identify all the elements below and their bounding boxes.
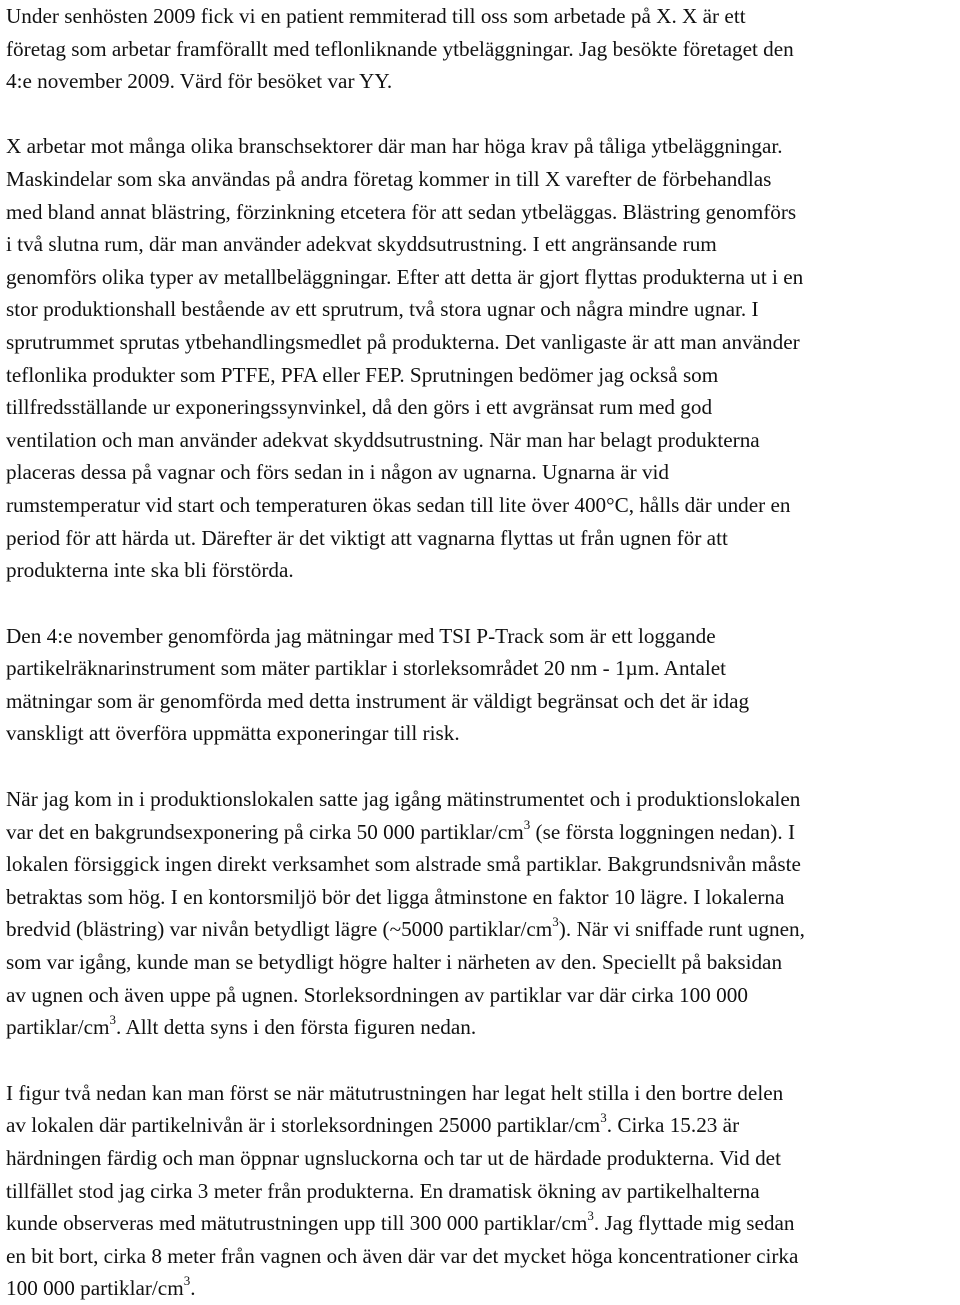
text-fragment: . Cirka 15.23 är bbox=[606, 1113, 740, 1138]
text-line: som var igång, kunde man se betydligt högre halter i närheten av den. Speciellt på baksidan bbox=[6, 950, 783, 975]
text-line: stor produktionshall bestående av ett sprutrum, två stora ugnar och några mindre ugnar. I bbox=[6, 297, 759, 322]
superscript-exponent: 3 bbox=[109, 1012, 117, 1028]
text-line bbox=[6, 1272, 958, 1305]
text-fragment: . bbox=[190, 1276, 196, 1301]
text-line bbox=[6, 816, 958, 849]
text-line: en bit bort, cirka 8 meter från vagnen och även där var det mycket höga koncentrationer cirka bbox=[6, 1243, 799, 1268]
paragraph-measurement-method bbox=[6, 620, 958, 750]
text-line: 4:e november 2009. Värd för besöket var YY. bbox=[6, 69, 393, 94]
text-line: Den 4:e november genomförda jag mätningar med TSI P-Track som är ett loggande bbox=[6, 623, 716, 648]
text-line: härdningen färdig och man öppnar ugnsluckorna och tar ut de härdade produkterna. Vid det bbox=[6, 1146, 781, 1170]
text-line: period för att härda ut. Därefter är det viktigt att vagnarna flyttas ut från ugnen för att bbox=[6, 525, 728, 550]
text-line: av ugnen och även uppe på ugnen. Storleksordningen av partiklar var där cirka 100 000 bbox=[6, 982, 748, 1007]
text-line: produkterna inte ska bli förstörda. bbox=[6, 558, 294, 583]
text-line: sprutrummet sprutas ytbehandlingsmedlet på produkterna. Det vanligaste är att man använder bbox=[6, 329, 800, 354]
text-line: Maskindelar som ska användas på andra företag kommer in till X varefter de förbehandlas bbox=[6, 166, 772, 191]
paragraph-spacer bbox=[6, 587, 958, 620]
text-line: I figur två nedan kan man först se när mätutrustningen har legat helt stilla i den bortre delen bbox=[6, 1080, 784, 1105]
superscript-exponent: 3 bbox=[523, 816, 531, 832]
text-fragment: . Jag flyttade mig sedan bbox=[593, 1211, 795, 1236]
text-line: lokalen försiggick ingen direkt verksamhet som alstrade små partiklar. Bakgrundsnivån måste bbox=[6, 852, 801, 877]
text-fragment: (se första loggningen nedan). I bbox=[530, 819, 796, 844]
text-line bbox=[6, 1207, 958, 1240]
superscript-exponent: 3 bbox=[600, 1110, 607, 1126]
superscript-exponent: 3 bbox=[587, 1208, 594, 1224]
text-fragment: partiklar/cm bbox=[6, 1015, 110, 1040]
text-line: med bland annat blästring, förzinkning etcetera för att sedan ytbeläggas. Blästring genomförs bbox=[6, 199, 797, 224]
paragraph-spacer bbox=[6, 750, 958, 783]
text-fragment: ). När vi sniffade runt ugnen, bbox=[558, 917, 805, 942]
text-line: rumstemperatur vid start och temperaturen ökas sedan till lite över 400°C, hålls där under en bbox=[6, 492, 791, 517]
text-line: tillfredsställande ur exponeringssynvinkel, då den görs i ett avgränsat rum med god bbox=[6, 395, 713, 420]
paragraph-spacer bbox=[6, 98, 958, 131]
text-line: X arbetar mot många olika branschsektorer där man har höga krav på tåliga ytbeläggningar. bbox=[6, 134, 783, 159]
text-line: ventilation och man använder adekvat skyddsutrustning. När man har belagt produkterna bbox=[6, 427, 760, 452]
paragraph-company-description bbox=[6, 130, 958, 586]
text-line: genomförs olika typer av metallbeläggningar. Efter att detta är gjort flyttas produkterna ut i en bbox=[6, 264, 804, 289]
text-line: partikelräknarinstrument som mäter partiklar i storleksområdet 20 nm - 1µm. Antalet bbox=[6, 656, 727, 681]
paragraph-spacer bbox=[6, 1044, 958, 1077]
text-line: placeras dessa på vagnar och förs sedan in i någon av ugnarna. Ugnarna är vid bbox=[6, 460, 670, 485]
text-fragment: bredvid (blästring) var nivån betydligt lägre (~5000 partiklar/cm bbox=[6, 917, 553, 942]
text-line: betraktas som hög. I en kontorsmiljö bör det ligga åtminstone en faktor 10 lägre. I lokalerna bbox=[6, 884, 785, 909]
text-fragment: kunde observeras med mätutrustningen upp till 300 000 partiklar/cm bbox=[6, 1211, 588, 1236]
paragraph-background-exposure bbox=[6, 783, 958, 1044]
text-line bbox=[6, 1109, 958, 1142]
text-line bbox=[6, 913, 958, 946]
text-fragment: . Allt detta syns i den första figuren nedan. bbox=[116, 1015, 477, 1040]
text-line: i två slutna rum, där man använder adekvat skyddsutrustning. I ett angränsande rum bbox=[6, 232, 717, 257]
text-line: mätningar som är genomförda med detta instrument är väldigt begränsat och det är idag bbox=[6, 688, 750, 713]
superscript-exponent: 3 bbox=[183, 1273, 191, 1289]
text-fragment: 100 000 partiklar/cm bbox=[6, 1276, 184, 1301]
text-line: tillfället stod jag cirka 3 meter från produkterna. En dramatisk ökning av partikelhalterna bbox=[6, 1178, 760, 1203]
superscript-exponent: 3 bbox=[552, 914, 559, 930]
text-line: vanskligt att överföra uppmätta exponeringar till risk. bbox=[6, 721, 460, 746]
text-line: När jag kom in i produktionslokalen satte jag igång mätinstrumentet och i produktionslokalen bbox=[6, 787, 801, 812]
text-line bbox=[6, 1011, 958, 1044]
text-line: teflonlika produkter som PTFE, PFA eller FEP. Sprutningen bedömer jag också som bbox=[6, 362, 719, 387]
text-fragment: av lokalen där partikelnivån är i storleksordningen 25000 partiklar/cm bbox=[6, 1113, 601, 1138]
paragraph-figure-two bbox=[6, 1077, 958, 1305]
paragraph-intro bbox=[6, 0, 958, 98]
text-line: Under senhösten 2009 fick vi en patient remmiterad till oss som arbetade på X. X är ett bbox=[6, 4, 746, 28]
text-fragment: var det en bakgrundsexponering på cirka 50 000 partiklar/cm bbox=[6, 819, 524, 844]
document-page bbox=[6, 0, 958, 1305]
text-line: företag som arbetar framförallt med teflonliknande ytbeläggningar. Jag besökte företaget den bbox=[6, 36, 794, 61]
